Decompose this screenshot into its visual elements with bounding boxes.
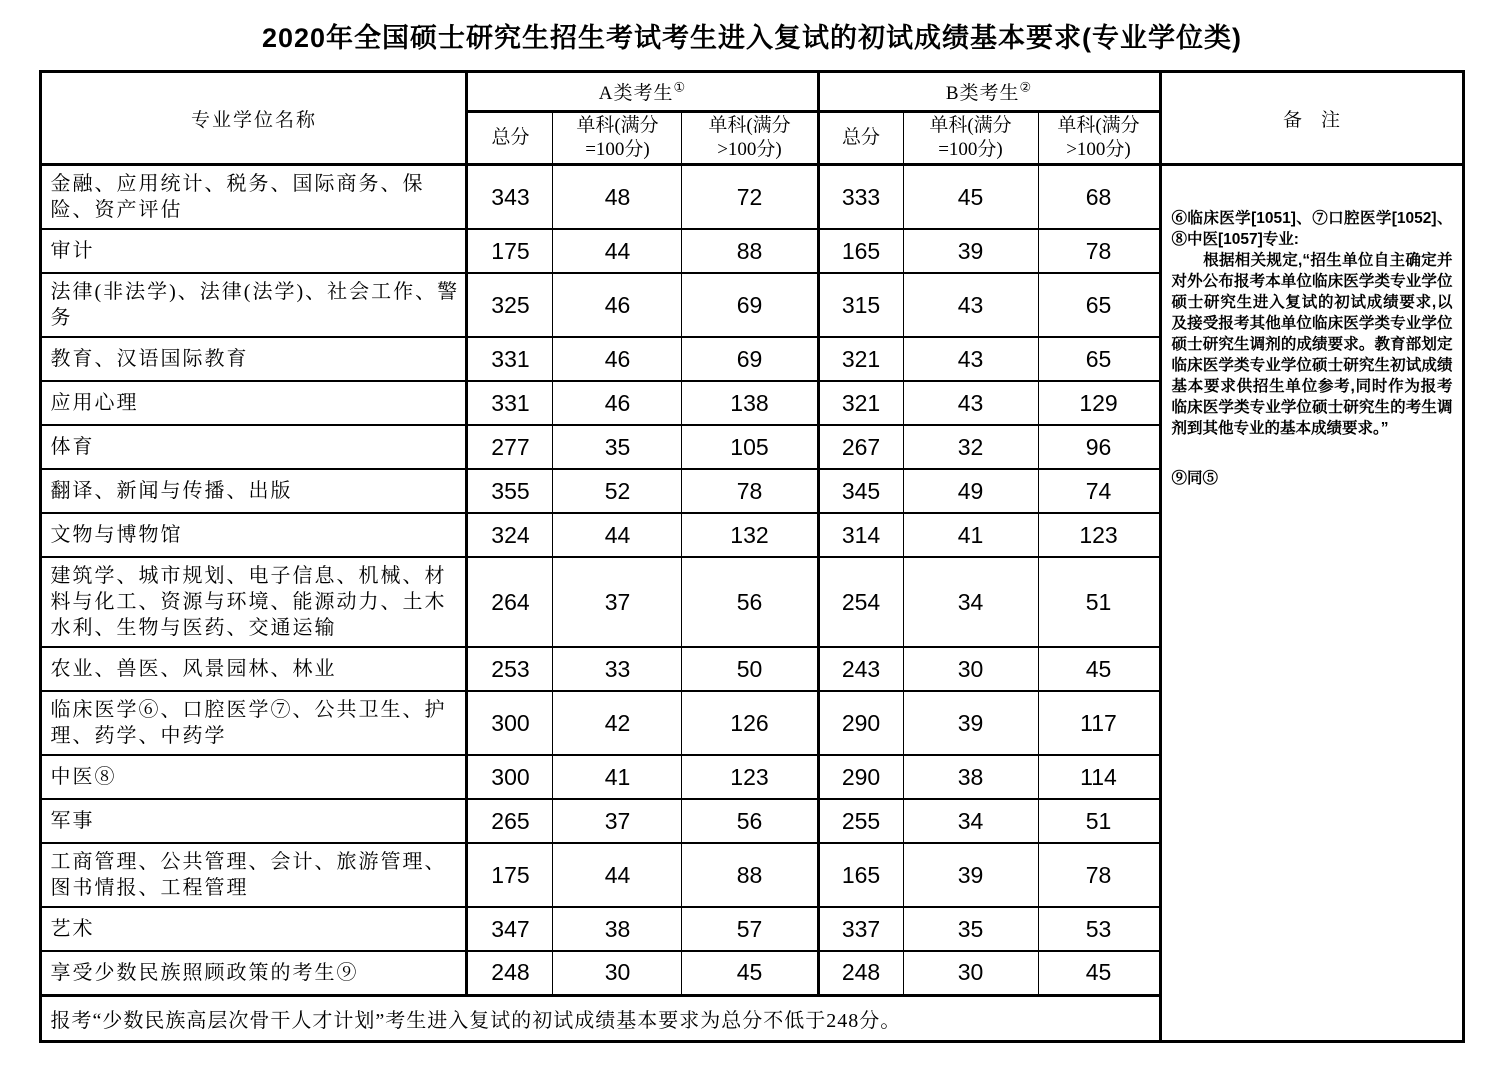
page-title: 2020年全国硕士研究生招生考试考生进入复试的初试成绩基本要求(专业学位类) [261,23,1243,53]
score-cell: 46 [553,273,682,337]
score-cell: 117 [1038,691,1160,755]
score-cell: 45 [903,165,1038,230]
score-cell: 65 [1038,337,1160,381]
score-cell: 255 [818,799,903,843]
subheader-line: 单科(满分 [576,115,659,136]
degree-name-cell: 艺术 [41,907,467,951]
score-cell: 248 [818,951,903,995]
header-group-row [41,72,1463,112]
score-cell: 43 [903,381,1038,425]
score-cell: 39 [903,691,1038,755]
score-cell: 78 [682,469,818,513]
score-cell: 46 [553,381,682,425]
table-row [41,165,1463,230]
subheader-line: 单科(满分 [929,115,1012,136]
degree-name-cell: 建筑学、城市规划、电子信息、机械、材料与化工、资源与环境、能源动力、土木水利、生物与医药、交通运输 [41,557,467,647]
subheader-line: 单科(满分 [708,115,791,136]
score-cell: 243 [818,647,903,691]
column-group-a-header [467,72,818,112]
footer-note-cell: 报考“少数民族高层次骨干人才计划”考生进入复试的初试成绩基本要求为总分不低于248分。 [41,995,1160,1041]
remark-paragraph: ⑥临床医学[1051]、⑦口腔医学[1052]、⑧中医[1057]专业: [1171,210,1453,248]
score-cell: 175 [467,843,553,907]
score-cell: 34 [903,557,1038,647]
score-cell: 321 [818,337,903,381]
score-cell: 78 [1038,843,1160,907]
score-cell: 32 [903,425,1038,469]
score-cell: 35 [553,425,682,469]
degree-name-cell: 临床医学⑥、口腔医学⑦、公共卫生、护理、药学、中药学 [41,691,467,755]
score-cell: 175 [467,229,553,273]
score-cell: 49 [903,469,1038,513]
score-cell: 343 [467,165,553,230]
score-cell: 35 [903,907,1038,951]
group-b-label: B类考生 [945,83,1020,104]
score-cell: 51 [1038,799,1160,843]
remarks-cell [1160,165,1463,1042]
column-group-b-header [818,72,1160,112]
score-cell: 45 [1038,951,1160,995]
score-cell: 30 [553,951,682,995]
score-cell: 355 [467,469,553,513]
degree-name-cell: 中医⑧ [41,755,467,799]
column-header-degree-name: 专业学位名称 [41,72,467,165]
score-cell: 248 [467,951,553,995]
degree-name-cell: 审计 [41,229,467,273]
score-cell: 314 [818,513,903,557]
score-cell: 38 [903,755,1038,799]
score-cell: 114 [1038,755,1160,799]
score-cell: 65 [1038,273,1160,337]
score-cell: 331 [467,381,553,425]
score-cell: 44 [553,843,682,907]
score-cell: 325 [467,273,553,337]
score-cell: 165 [818,229,903,273]
column-header-b-single-gt100 [1038,112,1160,165]
degree-name-cell: 工商管理、公共管理、会计、旅游管理、图书情报、工程管理 [41,843,467,907]
score-cell: 50 [682,647,818,691]
score-cell: 88 [682,229,818,273]
score-cell: 123 [1038,513,1160,557]
score-cell: 53 [1038,907,1160,951]
score-cell: 129 [1038,381,1160,425]
degree-name-cell: 军事 [41,799,467,843]
score-requirements-table [39,70,1464,1043]
score-cell: 30 [903,647,1038,691]
score-cell: 88 [682,843,818,907]
score-cell: 57 [682,907,818,951]
score-cell: 331 [467,337,553,381]
score-cell: 267 [818,425,903,469]
score-cell: 46 [553,337,682,381]
score-cell: 165 [818,843,903,907]
score-cell: 78 [1038,229,1160,273]
group-b-footnote-mark: ② [1019,79,1033,95]
score-cell: 69 [682,273,818,337]
degree-name-cell: 应用心理 [41,381,467,425]
score-cell: 333 [818,165,903,230]
score-cell: 300 [467,755,553,799]
group-a-label: A类考生 [598,83,674,104]
score-cell: 253 [467,647,553,691]
remark-paragraph: ⑨同⑤ [1171,470,1219,487]
score-cell: 56 [682,557,818,647]
score-cell: 347 [467,907,553,951]
score-cell: 324 [467,513,553,557]
subheader-line: >100分) [717,139,782,160]
column-header-b-total: 总分 [818,112,903,165]
score-cell: 43 [903,337,1038,381]
score-cell: 126 [682,691,818,755]
score-cell: 44 [553,229,682,273]
score-cell: 290 [818,755,903,799]
score-cell: 38 [553,907,682,951]
subheader-line: =100分) [585,139,650,160]
score-cell: 345 [818,469,903,513]
score-cell: 277 [467,425,553,469]
document-page [0,16,1504,1043]
score-cell: 321 [818,381,903,425]
column-header-a-single-eq100 [553,112,682,165]
degree-name-cell: 享受少数民族照顾政策的考生⑨ [41,951,467,995]
score-cell: 265 [467,799,553,843]
score-cell: 254 [818,557,903,647]
column-header-a-total: 总分 [467,112,553,165]
score-cell: 264 [467,557,553,647]
score-cell: 105 [682,425,818,469]
degree-name-cell: 教育、汉语国际教育 [41,337,467,381]
degree-name-cell: 农业、兽医、风景园林、林业 [41,647,467,691]
score-cell: 39 [903,229,1038,273]
score-cell: 44 [553,513,682,557]
score-cell: 34 [903,799,1038,843]
degree-name-cell: 文物与博物馆 [41,513,467,557]
score-cell: 337 [818,907,903,951]
score-cell: 290 [818,691,903,755]
score-cell: 315 [818,273,903,337]
score-cell: 48 [553,165,682,230]
score-cell: 33 [553,647,682,691]
score-cell: 68 [1038,165,1160,230]
score-cell: 37 [553,799,682,843]
column-header-remarks: 备 注 [1160,72,1463,165]
score-cell: 123 [682,755,818,799]
column-header-b-single-eq100 [903,112,1038,165]
score-cell: 45 [1038,647,1160,691]
score-cell: 43 [903,273,1038,337]
score-cell: 74 [1038,469,1160,513]
score-cell: 41 [553,755,682,799]
score-cell: 69 [682,337,818,381]
degree-name-cell: 体育 [41,425,467,469]
score-cell: 39 [903,843,1038,907]
degree-name-cell: 法律(非法学)、法律(法学)、社会工作、警务 [41,273,467,337]
score-cell: 42 [553,691,682,755]
score-cell: 72 [682,165,818,230]
score-cell: 41 [903,513,1038,557]
remark-paragraph: 根据相关规定,“招生单位自主确定并对外公布报考本单位临床医学类专业学位硕士研究生进入复试的初试成绩要求,以及接受报考其他单位临床医学类专业学位硕士研究生调剂的成绩要求。教育部划定临床医学类专业学位硕士研究生初试成绩基本要求供招生单位参考,同时作为报考临床医学类专业学位硕士研究生的考生调剂到其他专业的基本成绩要求。” [1171,252,1453,437]
score-cell: 96 [1038,425,1160,469]
subheader-line: >100分) [1066,139,1131,160]
score-cell: 37 [553,557,682,647]
subheader-line: =100分) [938,139,1003,160]
degree-name-cell: 翻译、新闻与传播、出版 [41,469,467,513]
score-cell: 138 [682,381,818,425]
score-cell: 132 [682,513,818,557]
score-cell: 56 [682,799,818,843]
column-header-a-single-gt100 [682,112,818,165]
score-cell: 52 [553,469,682,513]
subheader-line: 单科(满分 [1057,115,1140,136]
score-cell: 300 [467,691,553,755]
score-cell: 45 [682,951,818,995]
group-a-footnote-mark: ① [673,79,687,95]
degree-name-cell: 金融、应用统计、税务、国际商务、保险、资产评估 [41,165,467,230]
score-cell: 30 [903,951,1038,995]
score-cell: 51 [1038,557,1160,647]
